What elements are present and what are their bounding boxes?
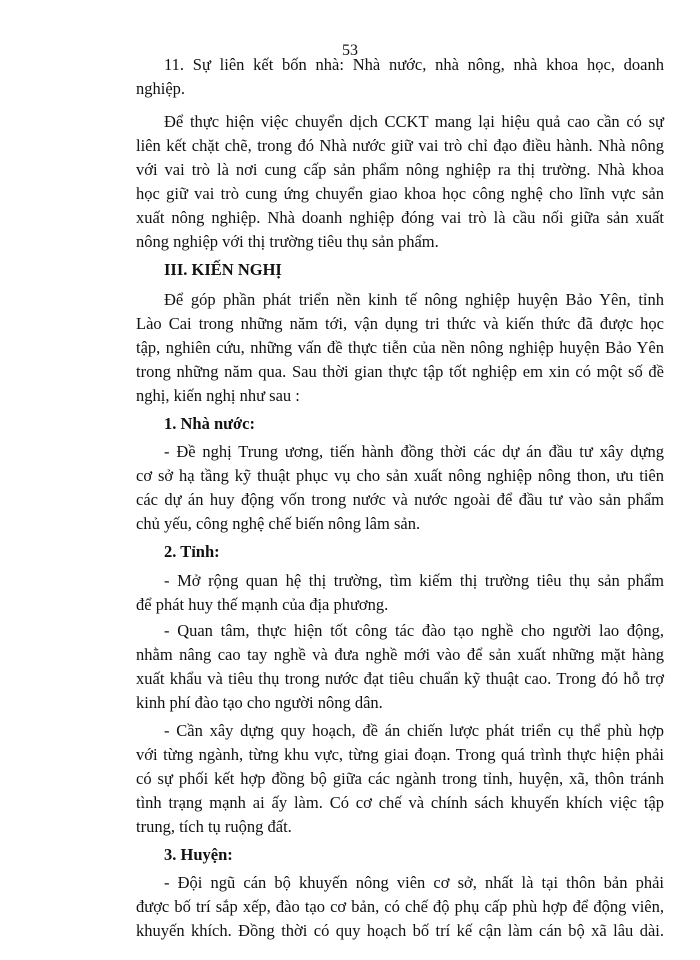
text-line: trung, tích tụ ruộng đất. — [136, 817, 292, 836]
text-line: Để góp phần phát triển nền kinh tế nông nghiệp huyện Bảo Yên, tỉnh — [164, 290, 664, 309]
text-line: liên kết chặt chẽ, trong đó Nhà nước giữ vai trò chỉ đạo điều hành. Nhà nông — [136, 136, 664, 155]
text-line: cơ sở hạ tầng kỹ thuật phục vụ cho sản xuất nông nghiệp nông thon, ưu tiên — [136, 466, 664, 485]
text-line: - Đề nghị Trung ương, tiến hành đồng thời các dự án đầu tư xây dựng — [164, 442, 664, 461]
text-line: - Mở rộng quan hệ thị trường, tìm kiếm thị trường tiêu thụ sản phẩm — [164, 571, 664, 590]
text-line: trong những năm qua. Sau thời gian thực tập tốt nghiệp em xin có một số đề — [136, 362, 664, 381]
text-line: nghị, kiến nghị như sau : — [136, 386, 300, 405]
text-line: với từng ngành, từng khu vực, từng giai đoạn. Trong quá trình thực hiện phải — [136, 745, 664, 764]
text-line: để phát huy thế mạnh của địa phương. — [136, 595, 389, 614]
text-line: xuất nông nghiệp. Nhà doanh nghiệp đóng vai trò là cầu nối giữa sản xuất — [136, 208, 664, 227]
text-line: - Cần xây dựng quy hoạch, đề án chiến lược phát triển cụ thể phù hợp — [164, 721, 664, 740]
text-line: có sự phối kết hợp đồng bộ giữa các ngành trong tỉnh, huyện, xã, thôn tránh — [136, 769, 664, 788]
text-line: - Quan tâm, thực hiện tốt công tác đào tạo nghề cho người lao động, — [164, 621, 664, 640]
section-heading: 3. Huyện: — [164, 845, 233, 864]
text-line: các dự án huy động vốn trong nước và nước ngoài để đầu tư vào sản phẩm — [136, 490, 664, 509]
text-line: xuất khẩu và tiêu thụ trong nước đạt tiêu chuẩn kỹ thuật cao. Trong đó hỗ trợ — [136, 669, 664, 688]
text-line: tình trạng mạnh ai ấy làm. Có cơ chế và chính sách khuyến khích việc tập — [136, 793, 664, 812]
text-line: tập, nghiên cứu, những vấn đề thực tiễn của nền nông nghiệp huyện Bảo Yên — [136, 338, 664, 357]
text-line: học giữ vai trò cung ứng chuyển giao khoa học công nghệ cho lĩnh vực sản — [136, 184, 664, 203]
text-line: nông nghiệp với thị trường tiêu thụ sản phẩm. — [136, 232, 439, 251]
section-heading: 1. Nhà nước: — [164, 414, 255, 433]
text-line: kinh phí đào tạo cho người nông dân. — [136, 693, 383, 712]
text-line: - Đội ngũ cán bộ khuyến nông viên cơ sở, nhất là tại thôn bản phải — [164, 873, 664, 892]
text-line: được bố trí sắp xếp, đào tạo cơ bản, có chế độ phụ cấp phù hợp để động viên, — [136, 897, 664, 916]
page-number: 53 — [342, 42, 358, 59]
text-line: nghiệp. — [136, 79, 186, 98]
text-line: với vai trò là nơi cung cấp sản phẩm nông nghiệp ra thị trường. Nhà khoa — [136, 160, 664, 179]
section-heading: 2. Tỉnh: — [164, 542, 220, 561]
text-line: Lào Cai trong những năm tới, vận dụng tri thức và kiến thức đã được học — [136, 314, 664, 333]
text-line: khuyến khích. Đồng thời có quy hoạch bố trí kế cận làm cán bộ xã lâu dài. — [136, 921, 664, 940]
text-line: chủ yếu, công nghệ chế biến nông lâm sản. — [136, 514, 421, 533]
text-line: 11. Sự liên kết bốn nhà: Nhà nước, nhà nông, nhà khoa học, doanh — [164, 55, 664, 74]
text-line: nhằm nâng cao tay nghề và đưa nghề mới vào để sản xuất những mặt hàng — [136, 645, 664, 664]
text-line: Để thực hiện việc chuyển dịch CCKT mang lại hiệu quả cao cần có sự — [164, 112, 664, 131]
section-heading: III. KIẾN NGHỊ — [164, 260, 282, 279]
